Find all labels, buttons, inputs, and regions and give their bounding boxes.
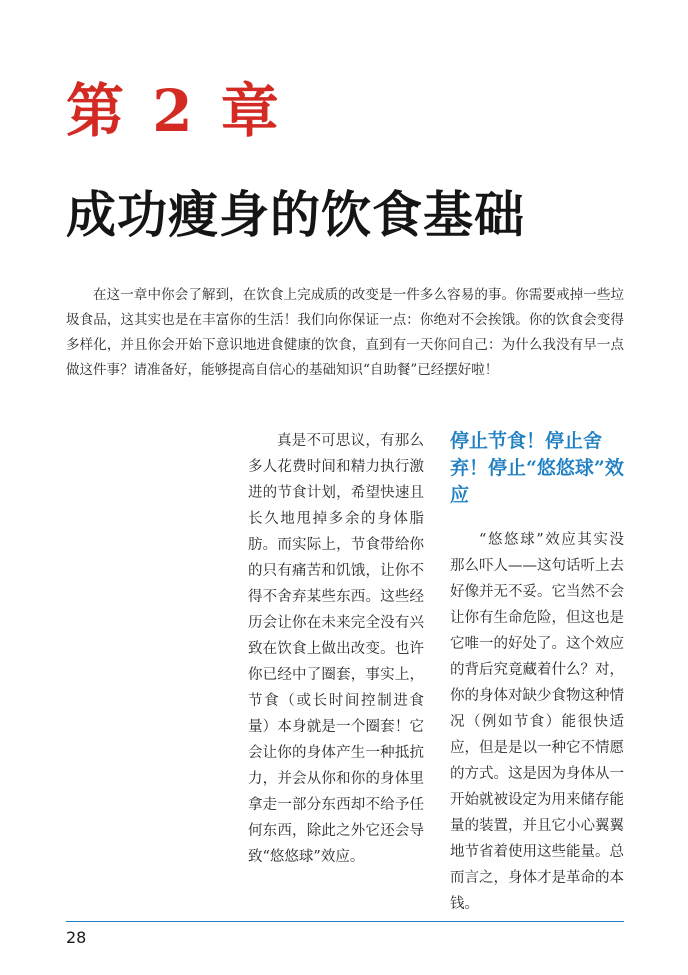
sidebar-section (450, 428, 624, 917)
chapter-title: 成功瘦身的饮食基础 (66, 185, 525, 244)
page-number: 28 (66, 928, 87, 947)
section-heading: 停止节食！停止舍弃！停止“悠悠球”效应 (450, 430, 624, 506)
chapter-number: 第 2 章 (66, 77, 283, 145)
intro-paragraph: 在这一章中你会了解到，在饮食上完成质的改变是一件多么容易的事。你需要戒掉一些垃圾食品，这其实也是在丰富你的生活！我们向你保证一点：你绝对不会挨饿。你的饮食会变得多样化，并且你会开始下意识地进食健康的饮食，直到有一天你问自己：为什么我没有早一点做这件事？请准备好，能够提高自信心的基础知识“自助餐”已经摆好啦！ (66, 287, 624, 378)
section-body-paragraph: “悠悠球”效应其实没那么吓人——这句话听上去好像并无不妥。它当然不会让你有生命危险，但这也是它唯一的好处了。这个效应的背后究竟藏着什么？对，你的身体对缺少食物这种情况（例如节食）能很快适应，但是是以一种它不情愿的方式。这是因为身体从一开始就被设定为用来储存能量的装置，并且它小心翼翼地节省着使用这些能量。总而言之，身体才是革命的本钱。 (450, 532, 624, 912)
footer-divider (66, 921, 624, 922)
left-column-paragraph: 真是不可思议，有那么多人花费时间和精力执行激进的节食计划，希望快速且长久地甩掉多余的身体脂肪。而实际上，节食带给你的只有痛苦和饥饿，让你不得不舍弃某些东西。这些经历会让你在未来完全没有兴致在饮食上做出改变。也许你已经中了圈套，事实上，节食（或长时间控制进食量）本身就是一个圈套！它会让你的身体产生一种抵抗力，并会从你和你的身体里拿走一部分东西却不给予任何东西，除此之外它还会导致“悠悠球”效应。 (248, 433, 424, 865)
